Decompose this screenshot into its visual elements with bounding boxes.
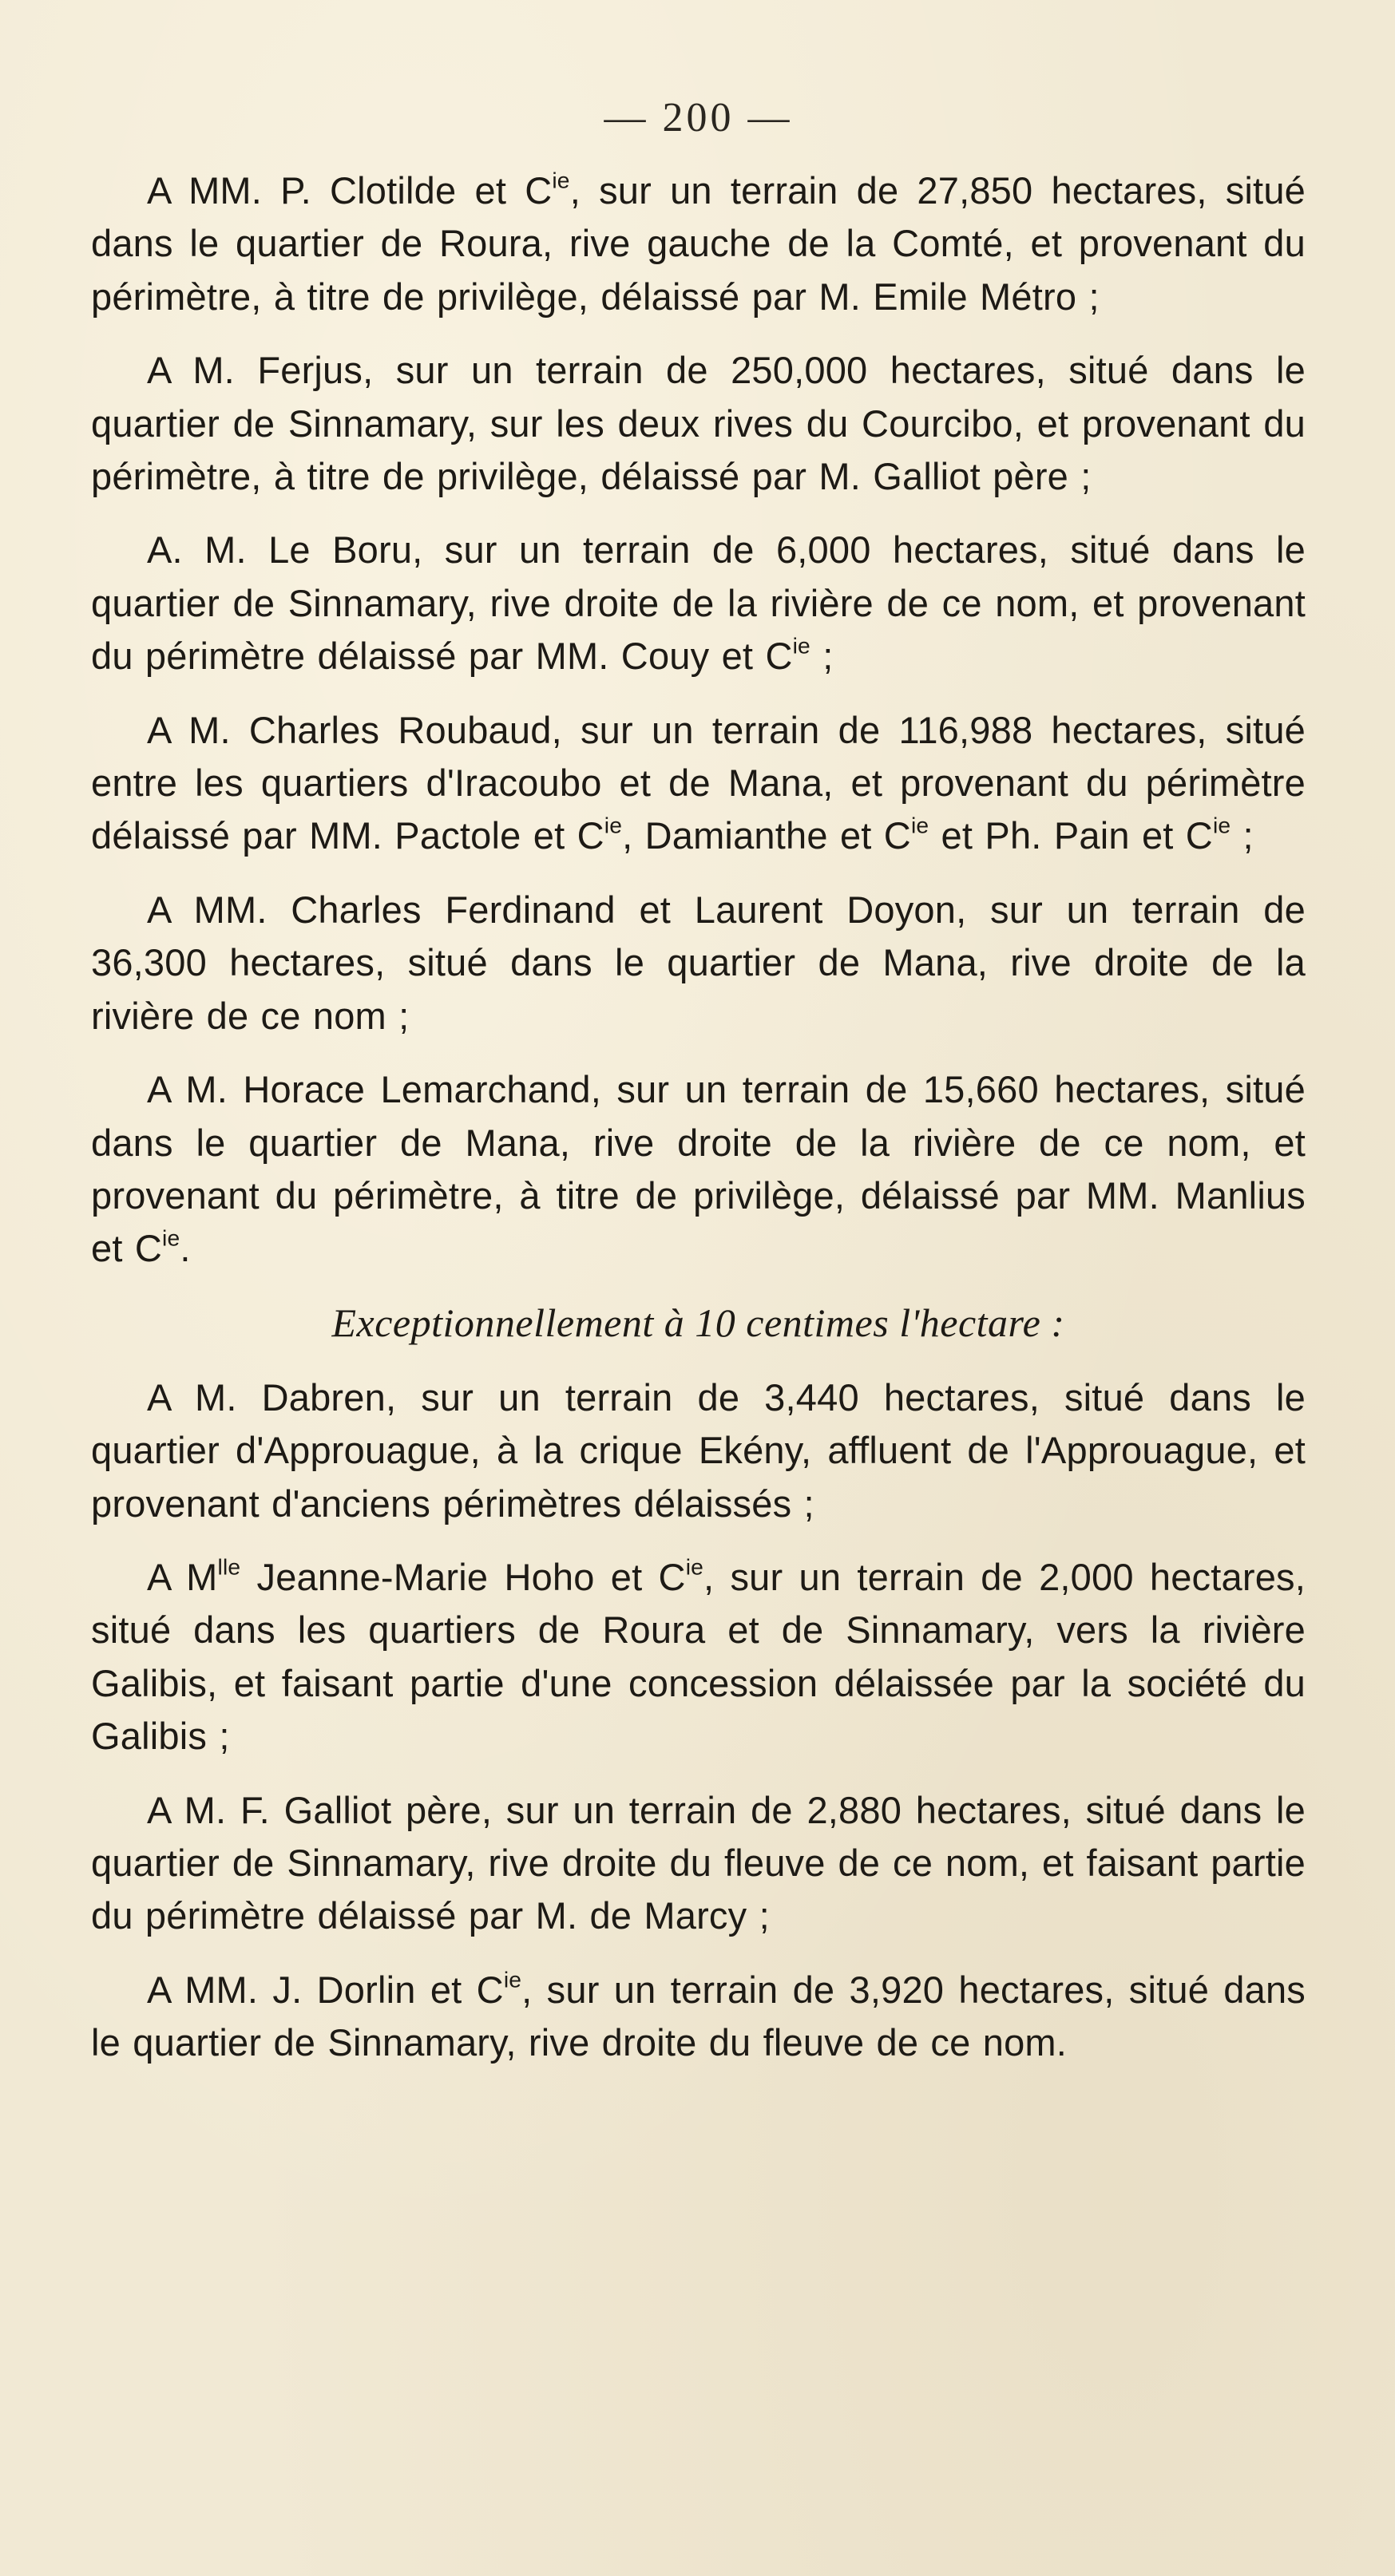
text-segment: A MM. Charles Ferdinand et Laurent Doyon, sur un terrain de 36,300 hectares, situé dans le quartier de Mana, rive droite de la rivière de ce nom ; — [91, 888, 1306, 1037]
text-segment: A. M. Le Boru, sur un terrain de 6,000 hectares, situé dans le quartier de Sinnamary, rive droite de la rivière de ce nom, et provenant du périmètre délaissé par MM. Couy et C — [91, 528, 1306, 678]
text-segment: A MM. P. Clotilde et C — [147, 169, 553, 212]
text-segment: et Ph. Pain et C — [929, 814, 1213, 857]
text-segment: . — [180, 1227, 191, 1270]
superscript-abbrev: lle — [217, 1553, 241, 1580]
paragraph — [91, 704, 1306, 863]
text-segment: A M. F. Galliot père, sur un terrain de 2,880 hectares, situé dans le quartier de Sinnamary, rive droite du fleuve de ce nom, et faisant partie du périmètre délaissé par M. de Marcy ; — [91, 1788, 1306, 1937]
paragraph — [91, 1551, 1306, 1763]
text-segment: ; — [1231, 814, 1254, 857]
text-segment: A M. Horace Lemarchand, sur un terrain de 15,660 hectares, situé dans le quartier de Mana, rive droite de la rivière de ce nom, et provenant du périmètre, à titre de privilège, délaissé par MM. Manlius et C — [91, 1068, 1306, 1270]
text-segment: , sur un terrain de 3,920 hectares, situé dans le quartier de Sinnamary, rive droite du fleuve de ce nom. — [91, 1968, 1306, 2064]
text-segment: A M. Dabren, sur un terrain de 3,440 hectares, situé dans le quartier d'Approuague, à la crique Ekény, affluent de l'Approuague, et provenant d'anciens périmètres délaissés ; — [91, 1375, 1306, 1525]
paragraph — [91, 1371, 1306, 1530]
text-segment: A M. Charles Roubaud, sur un terrain de 116,988 hectares, situé entre les quartiers d'Iracoubo et de Mana, et provenant du périmètre délaissé par MM. Pactole et C — [91, 708, 1306, 857]
superscript-abbrev: ie — [792, 632, 810, 659]
paragraph — [91, 1964, 1306, 2070]
text-segment: A MM. J. Dorlin et C — [147, 1968, 504, 2011]
text-segment: Exceptionnellement à 10 centimes l'hectare : — [331, 1300, 1065, 1345]
superscript-abbrev: ie — [685, 1553, 704, 1580]
paragraph — [91, 884, 1306, 1043]
paragraph — [91, 344, 1306, 503]
paragraph — [91, 164, 1306, 323]
paragraph — [91, 1063, 1306, 1276]
superscript-abbrev: ie — [162, 1225, 180, 1251]
superscript-abbrev: ie — [910, 812, 929, 838]
text-segment: Jeanne-Marie Hoho et C — [240, 1555, 686, 1598]
paragraph — [91, 524, 1306, 683]
text-segment: ; — [810, 635, 834, 678]
superscript-abbrev: ie — [503, 1966, 522, 1992]
text-segment: , sur un terrain de 2,000 hectares, situé dans les quartiers de Roura et de Sinnamary, vers la rivière Galibis, et faisant partie d'une concession délaissée par la société du Galibis ; — [91, 1555, 1306, 1758]
page-number: — 200 — — [604, 95, 793, 140]
text-segment: , sur un terrain de 27,850 hectares, situé dans le quartier de Roura, rive gauche de la Comté, et provenant du périmètre, à titre de privilège, délaissé par M. Emile Métro ; — [91, 169, 1306, 318]
superscript-abbrev: ie — [552, 167, 570, 193]
text-segment: A M — [147, 1555, 218, 1598]
superscript-abbrev: ie — [604, 812, 623, 838]
paragraph — [91, 1784, 1306, 1943]
superscript-abbrev: ie — [1212, 812, 1231, 838]
text-segment: , Damianthe et C — [622, 814, 911, 857]
text-segment: A M. Ferjus, sur un terrain de 250,000 hectares, situé dans le quartier de Sinnamary, sur les deux rives du Courcibo, et provenant du périmètre, à titre de privilège, délaissé par M. Galliot père ; — [91, 349, 1306, 498]
body-text — [91, 164, 1306, 2070]
section-heading — [91, 1296, 1306, 1349]
